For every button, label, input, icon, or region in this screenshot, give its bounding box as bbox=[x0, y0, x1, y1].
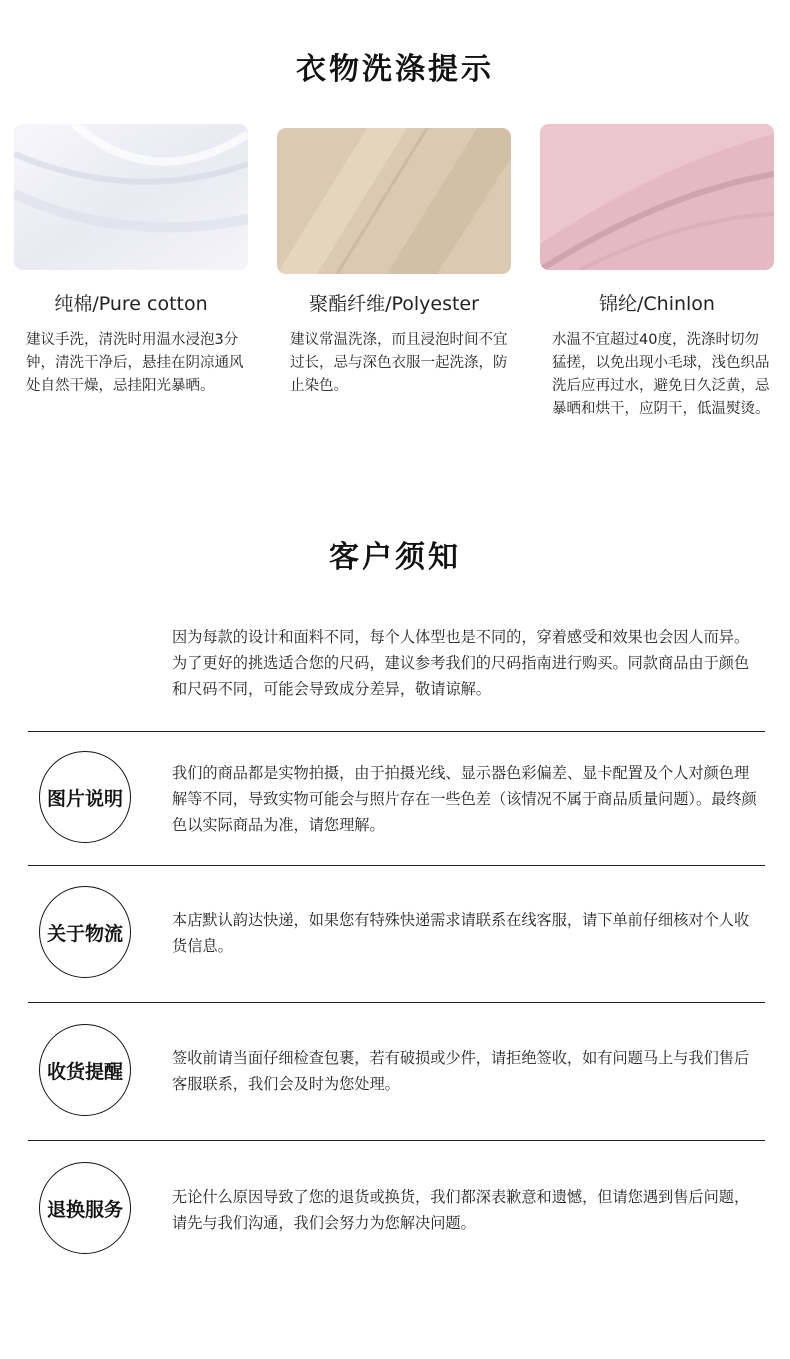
notice-label-badge: 收货提醒 bbox=[39, 1024, 131, 1116]
divider bbox=[28, 1002, 765, 1003]
divider bbox=[28, 1140, 765, 1141]
notice-intro: 因为每款的设计和面料不同，每个人体型也是不同的，穿着感受和效果也会因人而异。为了更好的挑选适合您的尺码，建议参考我们的尺码指南进行购买。同款商品由于颜色和尺码不同，可能会导致成分差异，敬请谅解。 bbox=[172, 628, 750, 698]
chinlon-name: 锦纶/Chinlon bbox=[599, 293, 715, 315]
cotton-desc: 建议手洗，清洗时用温水浸泡3分钟，清洗干净后，悬挂在阴凉通风处自然干燥，忌挂阳光暴晒。 bbox=[26, 332, 244, 394]
washing-title: 衣物洗涤提示 bbox=[296, 52, 494, 87]
notice-label-badge: 关于物流 bbox=[39, 886, 131, 978]
cotton-swatch-image bbox=[14, 124, 248, 270]
polyester-name: 聚酯纤维/Polyester bbox=[309, 293, 479, 315]
polyester-swatch-image bbox=[277, 128, 511, 274]
chinlon-desc: 水温不宜超过40度，洗涤时切勿猛搓，以免出现小毛球，浅色织品洗后应再过水，避免日久泛黄，忌暴晒和烘干，应阴干，低温熨烫。 bbox=[552, 332, 770, 417]
notice-text: 本店默认韵达快递，如果您有特殊快递需求请联系在线客服，请下单前仔细核对个人收货信息。 bbox=[172, 911, 750, 955]
cotton-name: 纯棉/Pure cotton bbox=[54, 293, 208, 315]
notice-label-badge: 图片说明 bbox=[39, 751, 131, 843]
divider bbox=[28, 865, 765, 866]
notice-title: 客户须知 bbox=[329, 540, 461, 575]
divider bbox=[28, 731, 765, 732]
polyester-desc: 建议常温洗涤，而且浸泡时间不宜过长，忌与深色衣服一起洗涤，防止染色。 bbox=[290, 332, 508, 394]
notice-text: 我们的商品都是实物拍摄，由于拍摄光线、显示器色彩偏差、显卡配置及个人对颜色理解等不同，导致实物可能会与照片存在一些色差（该情况不属于商品质量问题）。最终颜色以实际商品为准，请您理解。 bbox=[172, 764, 757, 834]
notice-text: 无论什么原因导致了您的退货或换货，我们都深表歉意和遗憾，但请您遇到售后问题，请先与我们沟通，我们会努力为您解决问题。 bbox=[172, 1188, 750, 1232]
notice-text: 签收前请当面仔细检查包裹，若有破损或少件，请拒绝签收，如有问题马上与我们售后客服联系，我们会及时为您处理。 bbox=[172, 1049, 750, 1093]
chinlon-swatch-image bbox=[540, 124, 774, 270]
notice-label-badge: 退换服务 bbox=[39, 1162, 131, 1254]
